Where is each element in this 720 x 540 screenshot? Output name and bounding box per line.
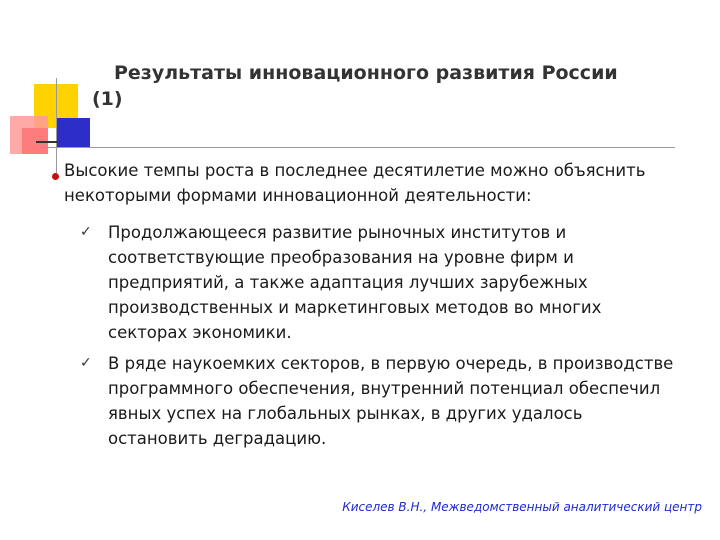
sub-bullet-text: Продолжающееся развитие рыночных институтов и соответствующие преобразования на уровне фирм и предприятий, а также адаптация лучших зарубежных производственных и маркетинговых методов во многих секторах экономики.	[108, 223, 602, 342]
bullet-dot-icon	[52, 173, 59, 180]
title-divider-line	[40, 147, 675, 148]
slide-title-line-1: Результаты инновационного развития России	[114, 62, 618, 84]
checkmark-icon: ✓	[80, 224, 92, 240]
footer-credit: Киселев В.Н., Межведомственный аналитический центр	[342, 500, 702, 514]
sub-bullet-text: В ряде наукоемких секторов, в первую очередь, в производстве программного обеспечения, внутренний потенциал обеспечил явных успех на глобальных рынках, в других удалось остановить деградацию.	[108, 354, 674, 448]
slide-title-line-2: (1)	[92, 88, 123, 110]
slide-title	[92, 60, 692, 112]
decorative-blue-square	[56, 118, 90, 148]
main-bullet-text: Высокие темпы роста в последнее десятилетие можно объяснить некоторыми формами инновационной деятельности:	[64, 161, 646, 205]
decorative-vertical-line	[56, 78, 57, 173]
decorative-short-line	[36, 141, 58, 143]
checkmark-icon: ✓	[80, 355, 92, 371]
